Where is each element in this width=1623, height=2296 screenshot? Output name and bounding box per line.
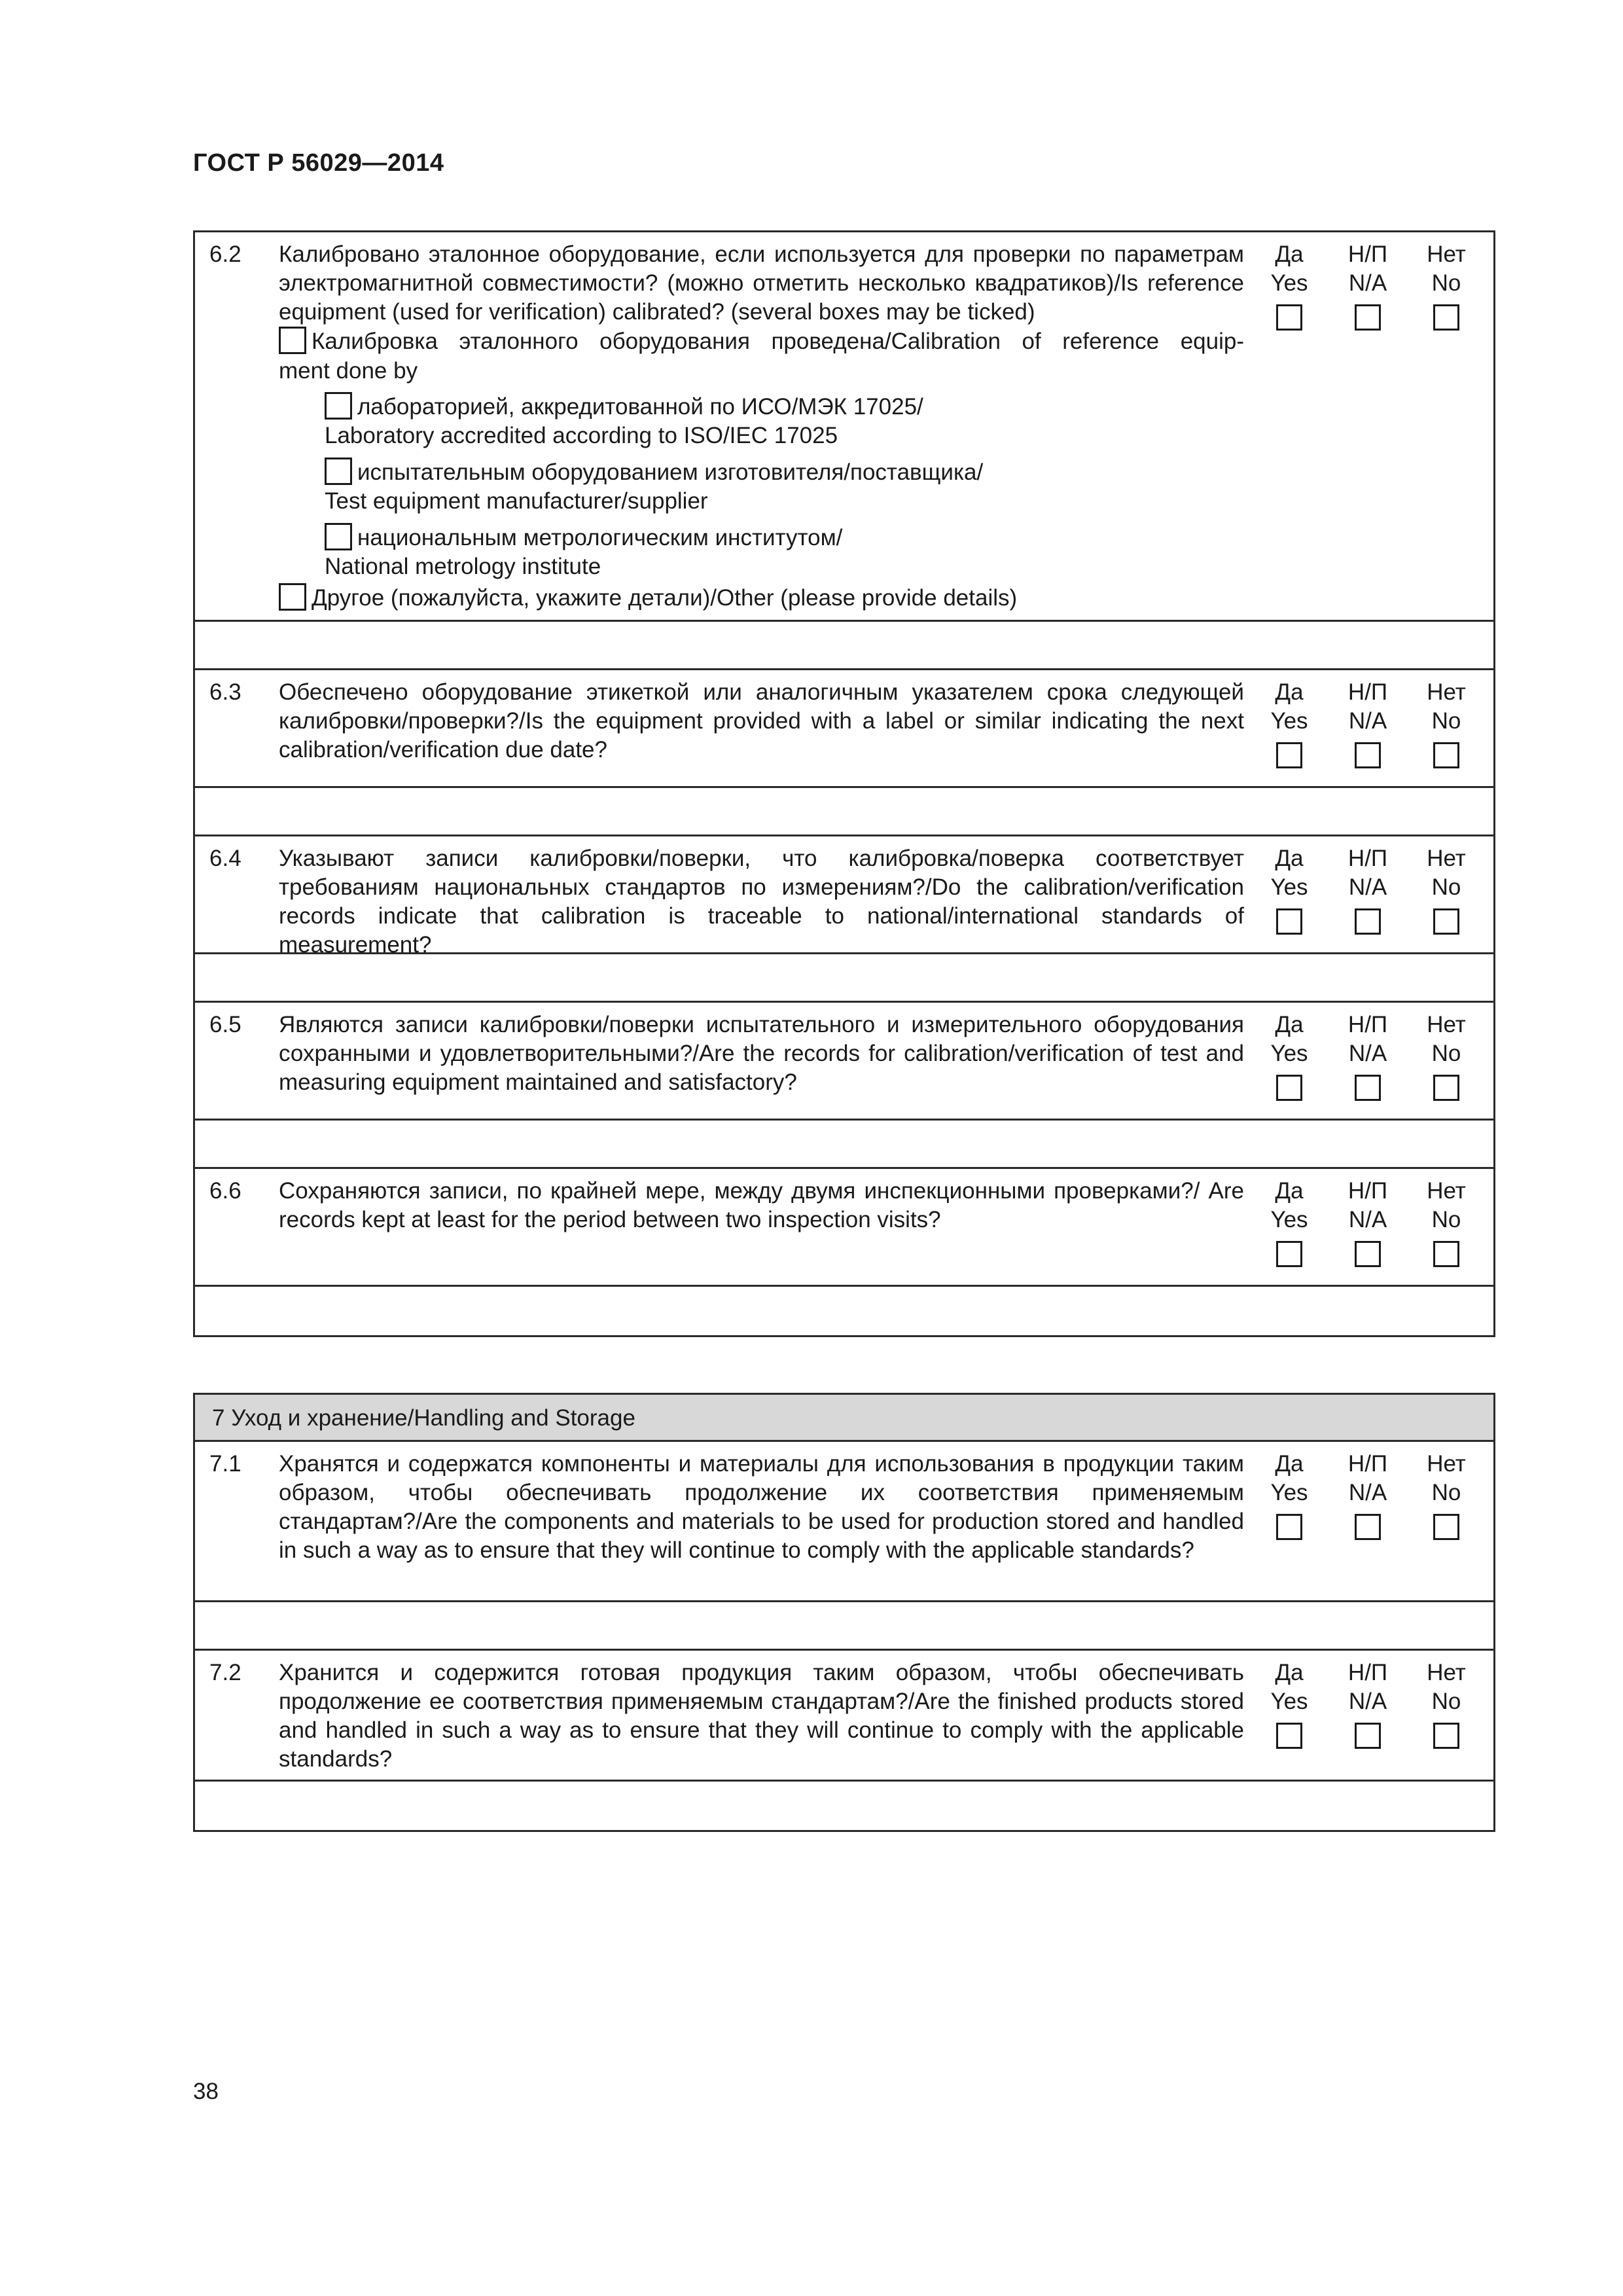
question-6-5 [195,1003,1493,1121]
answer-no: Нет No [1414,1011,1479,1101]
question-text: Обеспечено оборудование этикеткой или аналогичным указателем срока следующей калибровки/проверки?/Is the equipment provided with a label or similar indicating the next calibration/verification due date? [279,679,1244,762]
answer-group [1249,844,1491,942]
checkbox-na[interactable] [1355,1723,1381,1749]
checkbox-calibration-done[interactable] [279,327,306,354]
section-6-table [193,230,1495,1337]
checkbox-yes[interactable] [1276,1241,1302,1267]
question-text: Являются записи калибровки/поверки испытательного и измерительного оборудования сохранными и удовлетворительными?/Are the records for calibration/verification of test and measuring equipment maintained and satisfactory? [279,1012,1244,1095]
checkbox-no[interactable] [1433,1514,1459,1540]
answer-group [1249,1011,1491,1109]
option-accredited-lab: лабораторией, аккредитованной по ИСО/МЭК 17025/ Laboratory accredited according to ISO/IEC 17025 [325,392,923,450]
checkbox-na[interactable] [1355,742,1381,768]
checkbox-metrology-institute[interactable] [325,523,352,550]
option-calibration-done-cont: ment done by [279,358,418,384]
answer-yes: Да Yes [1257,1011,1322,1101]
option-calibration-done: Калибровка эталонного оборудования проведена/Calibration of reference equip- [279,327,1244,356]
question-number: 6.3 [209,679,241,705]
answer-na: Н/П N/A [1335,678,1400,768]
answer-yes: Да Yes [1257,1659,1322,1749]
document-header: ГОСТ Р 56029—2014 [193,149,444,177]
question-7-1 [195,1442,1493,1602]
checkbox-yes[interactable] [1276,1723,1302,1749]
answer-no: Нет No [1414,240,1479,331]
checkbox-na[interactable] [1355,1075,1381,1101]
answer-yes: Да Yes [1257,844,1322,935]
option-metrology-institute: национальным метрологическим институтом/ National metrology institute [325,523,842,581]
answer-group [1249,678,1491,776]
answer-yes: Да Yes [1257,1450,1322,1540]
checkbox-na[interactable] [1355,908,1381,935]
answer-na: Н/П N/A [1335,1450,1400,1540]
answer-yes: Да Yes [1257,240,1322,331]
question-number: 7.1 [209,1451,241,1477]
question-text: Хранятся и содержатся компоненты и материалы для использования в продукции таким образом, чтобы обеспечивать продолжение их соответствия применяемым стандартам?/Are the components and materials to be used for production stored and handled in such a way as to ensure that they will continue to comply with the applicable standards? [279,1451,1244,1563]
answer-no: Нет No [1414,678,1479,768]
answer-yes: Да Yes [1257,678,1322,768]
question-number: 6.2 [209,242,241,267]
answer-no: Нет No [1414,844,1479,935]
comment-row[interactable] [195,954,1493,1003]
checkbox-manufacturer[interactable] [325,457,352,485]
checkbox-other[interactable] [279,583,306,611]
answer-group [1249,240,1491,338]
question-number: 6.6 [209,1178,241,1204]
checkbox-na[interactable] [1355,1241,1381,1267]
question-text: Калибровано эталонное оборудование, если используется для проверки по параметрам электромагнитной совместимости? (можно отметить несколько квадратиков)/Is reference equipment (used for verification) calibrated? (several boxes may be ticked) [279,242,1244,325]
checkbox-no[interactable] [1433,1075,1459,1101]
checkbox-yes[interactable] [1276,1075,1302,1101]
section-7-table [193,1393,1495,1832]
comment-row[interactable] [195,1782,1493,1830]
answer-na: Н/П N/A [1335,1177,1400,1267]
section-title: 7 Уход и хранение/Handling and Storage [195,1395,1493,1442]
comment-row[interactable] [195,622,1493,670]
question-7-2 [195,1651,1493,1782]
checkbox-no[interactable] [1433,1723,1459,1749]
checkbox-no[interactable] [1433,1241,1459,1267]
checkbox-no[interactable] [1433,908,1459,935]
checkbox-na[interactable] [1355,304,1381,331]
answer-na: Н/П N/A [1335,1659,1400,1749]
answer-group [1249,1659,1491,1757]
comment-row[interactable] [195,1602,1493,1651]
checkbox-accredited-lab[interactable] [325,392,352,420]
checkbox-yes[interactable] [1276,1514,1302,1540]
answer-no: Нет No [1414,1177,1479,1267]
question-6-3 [195,670,1493,788]
question-6-2 [195,232,1493,622]
checkbox-no[interactable] [1433,742,1459,768]
question-number: 6.4 [209,846,241,871]
page-number: 38 [193,2079,219,2104]
option-other: Другое (пожалуйста, укажите детали)/Other (please provide details) [279,583,1017,613]
checkbox-na[interactable] [1355,1514,1381,1540]
answer-no: Нет No [1414,1450,1479,1540]
answer-group [1249,1450,1491,1548]
answer-na: Н/П N/A [1335,240,1400,331]
answer-na: Н/П N/A [1335,1011,1400,1101]
answer-na: Н/П N/A [1335,844,1400,935]
checkbox-yes[interactable] [1276,908,1302,935]
question-text: Сохраняются записи, по крайней мере, между двумя инспекционными проверками?/ Are records kept at least for the period between two inspection visits? [279,1178,1244,1232]
question-6-4 [195,836,1493,958]
answer-group [1249,1177,1491,1275]
answer-no: Нет No [1414,1659,1479,1749]
comment-row[interactable] [195,788,1493,836]
comment-row[interactable] [195,1121,1493,1169]
comment-row[interactable] [195,1287,1493,1335]
question-number: 6.5 [209,1012,241,1037]
question-text: Хранится и содержится готовая продукция таким образом, чтобы обеспечивать продолжение ее соответствия применяемым стандартам?/Are the finished products stored and handled in such a way as to ensure that they will continue to comply with the applicable standards? [279,1660,1244,1772]
checkbox-yes[interactable] [1276,742,1302,768]
question-text: Указывают записи калибровки/поверки, что калибровка/поверка соответствует требованиям национальных стандартов по измерениям?/Do the calibration/verification records indicate that calibration is traceable to national/international standards of measurement? [279,846,1244,958]
answer-yes: Да Yes [1257,1177,1322,1267]
question-number: 7.2 [209,1660,241,1685]
question-6-6 [195,1169,1493,1287]
checkbox-no[interactable] [1433,304,1459,331]
checkbox-yes[interactable] [1276,304,1302,331]
option-manufacturer: испытательным оборудованием изготовителя/поставщика/ Test equipment manufacturer/supplier [325,457,983,516]
